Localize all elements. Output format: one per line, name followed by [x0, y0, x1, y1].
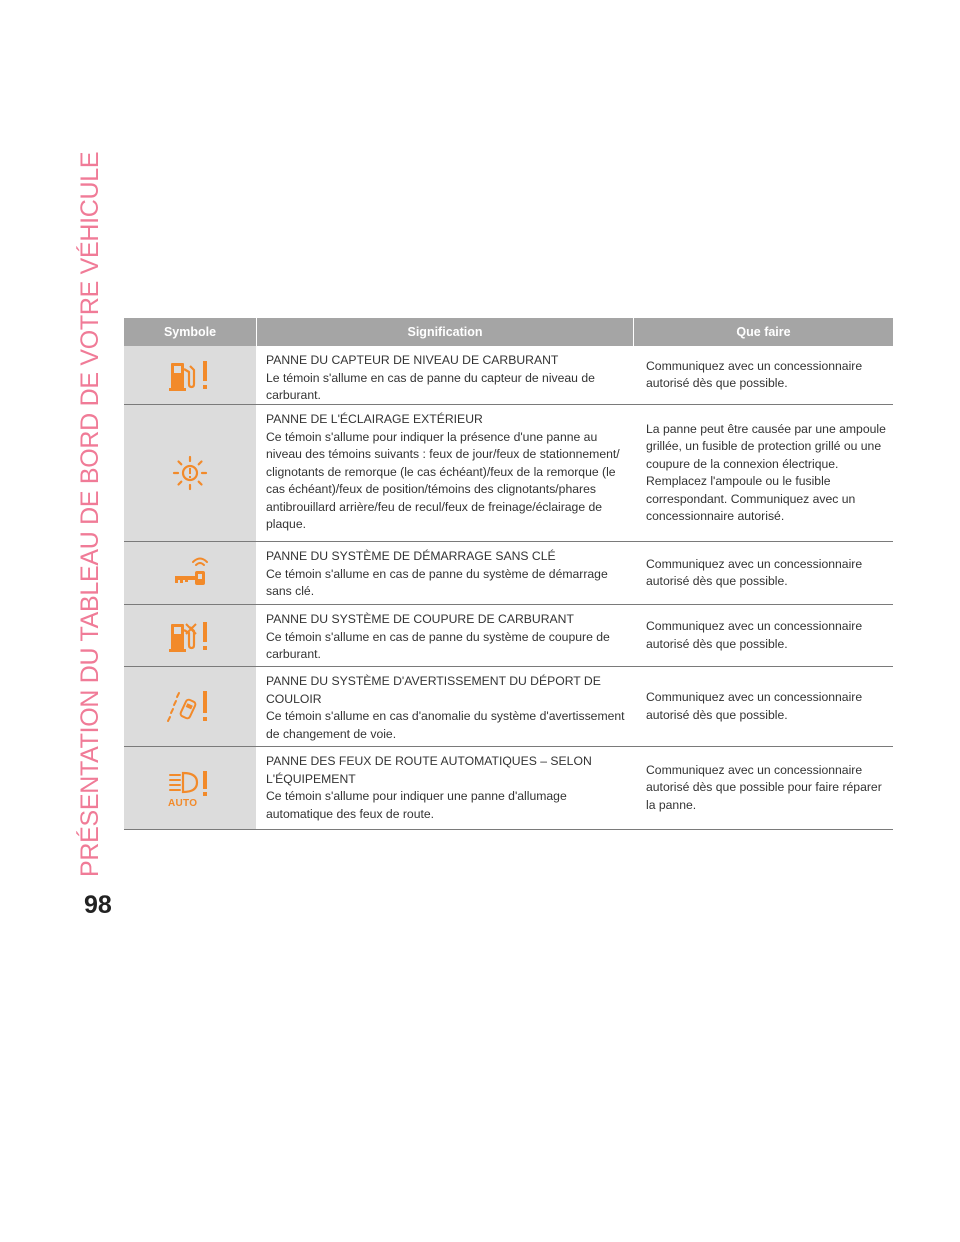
warning-lights-table — [124, 318, 893, 830]
action-cell — [636, 405, 893, 541]
table-row — [124, 405, 893, 542]
symbol-cell — [124, 346, 256, 404]
auto-label: AUTO — [168, 798, 198, 809]
row-text: Ce témoin s'allume pour indiquer la présence d'une panne au niveau des témoins suivants : feux de jour/feux de stationnement/ clignotants de remorque (le cas échéant)/feux de la remorque (le cas échéant)/feux de position/témoins des clignotants/phares antibrouillard arrière/feu de recul/feux de freinage/éclairage de plaque. — [266, 429, 620, 531]
row-action: Communiquez avec un concessionnaire autorisé dès que possible pour faire réparer la panne. — [646, 762, 882, 812]
symbol-cell — [124, 747, 256, 829]
row-title: PANNE DES FEUX DE ROUTE AUTOMATIQUES – SELON L'ÉQUIPEMENT — [266, 754, 592, 786]
meaning-cell — [256, 747, 636, 829]
row-text: Ce témoin s'allume en cas d'anomalie du système d'avertissement de changement de voie. — [266, 709, 625, 741]
row-text: Ce témoin s'allume en cas de panne du système de coupure de carburant. — [266, 629, 610, 661]
row-action: Communiquez avec un concessionnaire autorisé dès que possible. — [646, 690, 863, 722]
page-number: 98 — [84, 891, 112, 919]
meaning-cell — [256, 605, 636, 666]
meaning-cell — [256, 542, 636, 604]
symbol-cell — [124, 605, 256, 666]
auto-high-beam-fault-icon — [167, 769, 213, 807]
row-title: PANNE DU CAPTEUR DE NIVEAU DE CARBURANT — [266, 353, 559, 367]
row-action: La panne peut être causée par une ampoule grillée, un fusible de protection grillé ou une coupure de la connexion électrique. Remplacez l'ampoule ou le fusible correspondant. Communiquez avec un concessionnaire autorisé. — [646, 421, 886, 523]
table-row — [124, 542, 893, 605]
keyless-start-fault-icon — [167, 555, 213, 591]
action-cell — [636, 542, 893, 604]
table-header — [124, 318, 893, 346]
row-text: Ce témoin s'allume pour indiquer une panne d'allumage automatique des feux de route. — [266, 789, 567, 821]
row-title: PANNE DE L'ÉCLAIRAGE EXTÉRIEUR — [266, 412, 483, 426]
table-row — [124, 667, 893, 747]
row-action: Communiquez avec un concessionnaire autorisé dès que possible. — [646, 556, 863, 588]
table-row — [124, 605, 893, 667]
header-action: Que faire — [736, 325, 791, 339]
row-title: PANNE DU SYSTÈME D'AVERTISSEMENT DU DÉPORT DE COULOIR — [266, 674, 601, 706]
symbol-cell — [124, 542, 256, 604]
header-meaning: Signification — [407, 325, 483, 339]
action-cell — [636, 667, 893, 746]
row-title: PANNE DU SYSTÈME DE COUPURE DE CARBURANT — [266, 612, 574, 626]
meaning-cell — [256, 346, 636, 404]
fuel-cutoff-fault-icon — [167, 618, 213, 654]
lane-departure-fault-icon — [167, 687, 213, 727]
row-title: PANNE DU SYSTÈME DE DÉMARRAGE SANS CLÉ — [266, 549, 556, 563]
action-cell — [636, 747, 893, 829]
action-cell — [636, 346, 893, 404]
header-symbol: Symbole — [163, 325, 217, 339]
row-text: Ce témoin s'allume en cas de panne du système de démarrage sans clé. — [266, 566, 608, 598]
meaning-cell — [256, 405, 636, 541]
meaning-cell — [256, 667, 636, 746]
row-action: Communiquez avec un concessionnaire autorisé dès que possible. — [646, 619, 863, 651]
row-action: Communiquez avec un concessionnaire autorisé dès que possible. — [646, 358, 863, 390]
row-text: Le témoin s'allume en cas de panne du capteur de niveau de carburant. — [266, 370, 595, 402]
exterior-lamp-fault-icon — [170, 453, 210, 493]
table-row — [124, 747, 893, 830]
table-row — [124, 346, 893, 405]
symbol-cell — [124, 667, 256, 746]
fuel-sensor-fault-icon — [167, 357, 213, 393]
action-cell — [636, 605, 893, 666]
symbol-cell — [124, 405, 256, 541]
side-chapter-title: PRÉSENTATION DU TABLEAU DE BORD DE VOTRE VÉHICULE — [76, 151, 104, 877]
